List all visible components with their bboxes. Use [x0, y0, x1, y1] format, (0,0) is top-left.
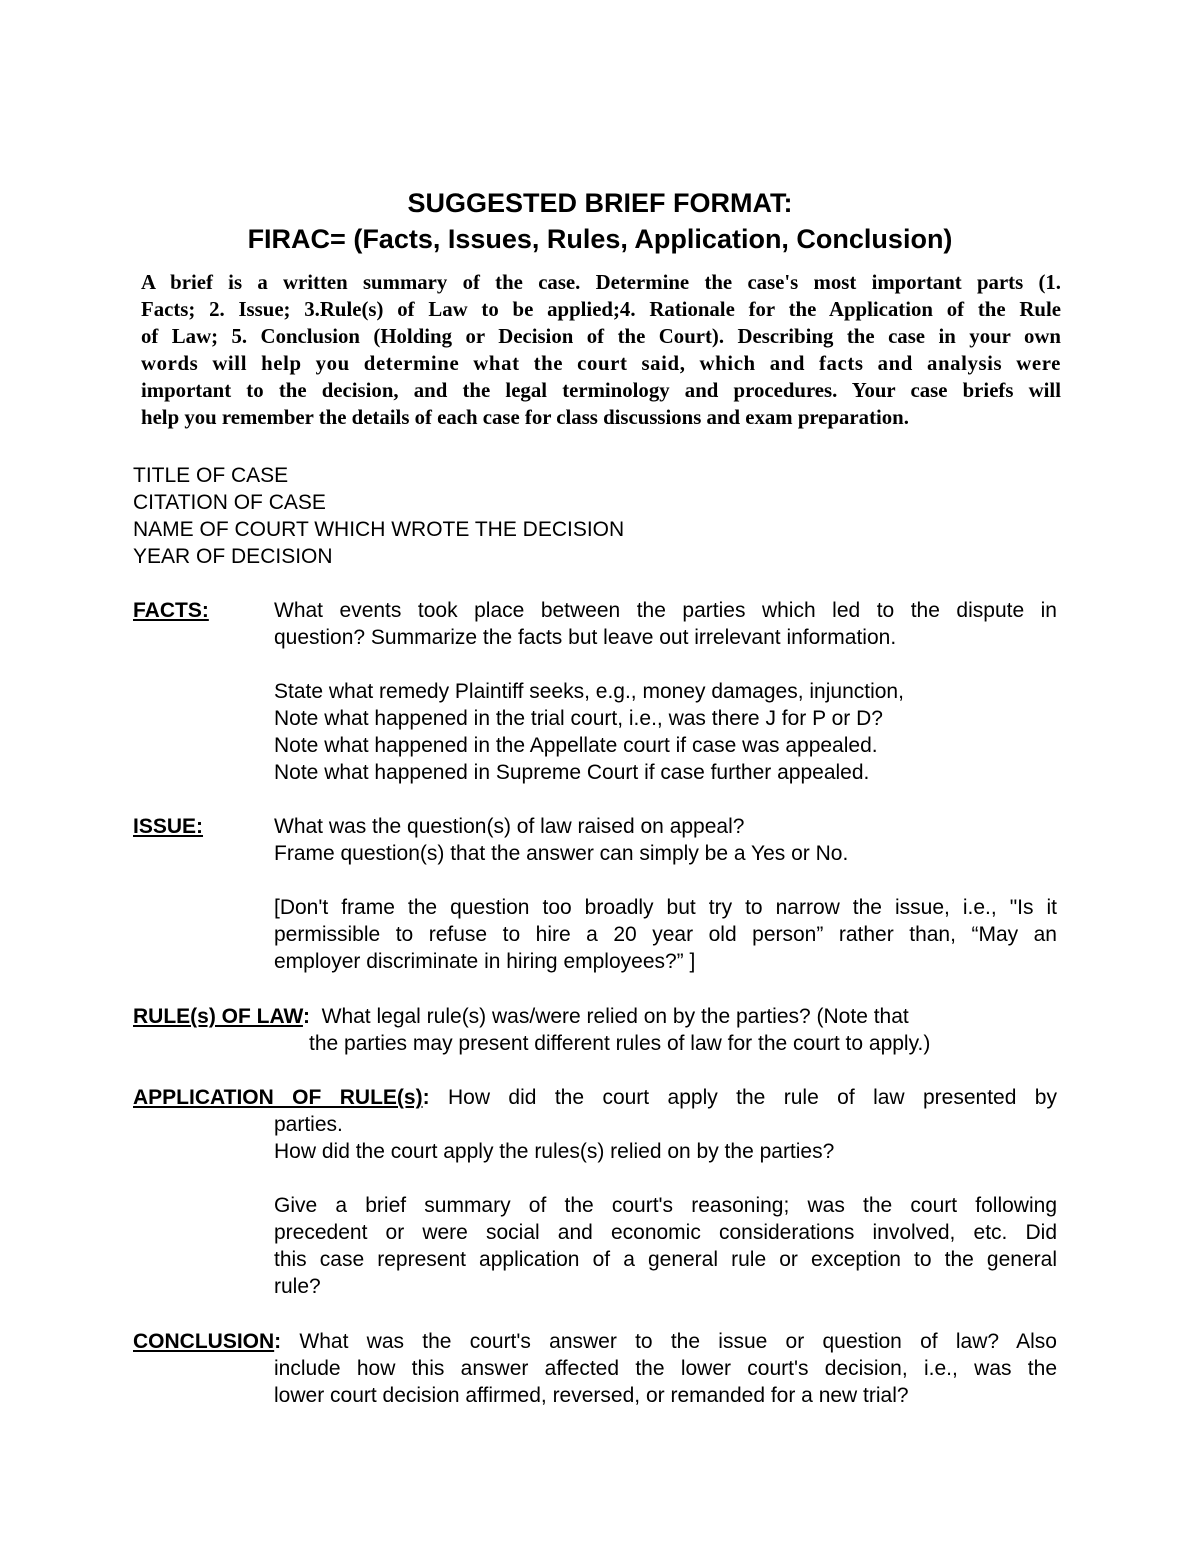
- application-line: precedent or were social and economic considerations involved, etc. Did: [274, 1221, 1057, 1244]
- issue-line: What was the question(s) of law raised on appeal?: [274, 815, 745, 838]
- rules-colon: :: [302, 1005, 310, 1028]
- heading-name-of-court: NAME OF COURT WHICH WROTE THE DECISION: [133, 518, 625, 541]
- intro-line: words will help you determine what the court said, which and facts and analysis were: [141, 352, 1061, 375]
- application-heading: [133, 1084, 1057, 1111]
- issue-label: ISSUE:: [133, 815, 204, 838]
- intro-line: important to the decision, and the legal terminology and procedures. Your case briefs will: [141, 379, 1061, 402]
- facts-line: [274, 651, 1057, 678]
- conclusion-line: lower court decision affirmed, reversed, or remanded for a new trial?: [274, 1384, 909, 1407]
- case-heading-list: [133, 462, 624, 570]
- issue-line: Frame question(s) that the answer can simply be a Yes or No.: [274, 842, 849, 865]
- intro-line: A brief is a written summary of the case. Determine the case's most important parts (1.: [141, 271, 1061, 294]
- application-line: [274, 1165, 1057, 1192]
- application-section: [274, 1111, 1057, 1300]
- rules-line: the parties may present different rules of law for the court to apply.): [309, 1032, 931, 1055]
- issue-section: [274, 813, 1057, 975]
- application-label: APPLICATION OF RULE(s): [133, 1086, 423, 1109]
- facts-line: Note what happened in the Appellate court if case was appealed.: [274, 734, 878, 757]
- issue-line: [Don't frame the question too broadly but try to narrow the issue, i.e., "Is it: [274, 896, 1057, 919]
- facts-line: question? Summarize the facts but leave out irrelevant information.: [274, 626, 897, 649]
- intro-line: help you remember the details of each case for class discussions and exam preparation.: [141, 406, 909, 429]
- document-subtitle: FIRAC= (Facts, Issues, Rules, Application, Conclusion): [247, 224, 953, 254]
- rules-heading: [133, 1003, 909, 1030]
- facts-line: What events took place between the parties which led to the dispute in: [274, 599, 1057, 622]
- issue-line: employer discriminate in hiring employees?” ]: [274, 950, 696, 973]
- facts-line: Note what happened in the trial court, i.e., was there J for P or D?: [274, 707, 883, 730]
- application-line: How did the court apply the rules(s) relied on by the parties?: [274, 1140, 835, 1163]
- facts-label: FACTS:: [133, 599, 209, 622]
- intro-line: Facts; 2. Issue; 3.Rule(s) of Law to be applied;4. Rationale for the Application of the Rule: [141, 298, 1061, 321]
- heading-year-of-decision: YEAR OF DECISION: [133, 545, 333, 568]
- application-line: this case represent application of a general rule or exception to the general: [274, 1248, 1057, 1271]
- conclusion-line: What was the court's answer to the issue or question of law? Also: [299, 1330, 1057, 1353]
- issue-line: [274, 867, 1057, 894]
- facts-line: State what remedy Plaintiff seeks, e.g., money damages, injunction,: [274, 680, 904, 703]
- application-line: How did the court apply the rule of law presented by: [448, 1086, 1057, 1109]
- conclusion-colon: :: [274, 1330, 282, 1353]
- intro-paragraph: [141, 269, 1061, 431]
- rules-label: RULE(s) OF LAW: [133, 1005, 303, 1028]
- rules-line: What legal rule(s) was/were relied on by the parties? (Note that: [321, 1005, 909, 1028]
- heading-citation-of-case: CITATION OF CASE: [133, 491, 326, 514]
- application-line: rule?: [274, 1275, 321, 1298]
- issue-line: permissible to refuse to hire a 20 year old person” rather than, “May an: [274, 923, 1057, 946]
- facts-section: [274, 597, 1057, 786]
- application-line: Give a brief summary of the court's reasoning; was the court following: [274, 1194, 1057, 1217]
- conclusion-heading: [133, 1328, 1057, 1355]
- rules-section: [309, 1030, 930, 1057]
- application-colon: :: [422, 1086, 430, 1109]
- application-line: parties.: [274, 1113, 343, 1136]
- conclusion-label: CONCLUSION: [133, 1330, 275, 1353]
- conclusion-section: [274, 1355, 1057, 1409]
- heading-title-of-case: TITLE OF CASE: [133, 464, 289, 487]
- intro-line: of Law; 5. Conclusion (Holding or Decision of the Court). Describing the case in your own: [141, 325, 1061, 348]
- conclusion-line: include how this answer affected the lower court's decision, i.e., was the: [274, 1357, 1057, 1380]
- document-title: SUGGESTED BRIEF FORMAT:: [407, 188, 793, 218]
- facts-line: Note what happened in Supreme Court if case further appealed.: [274, 761, 870, 784]
